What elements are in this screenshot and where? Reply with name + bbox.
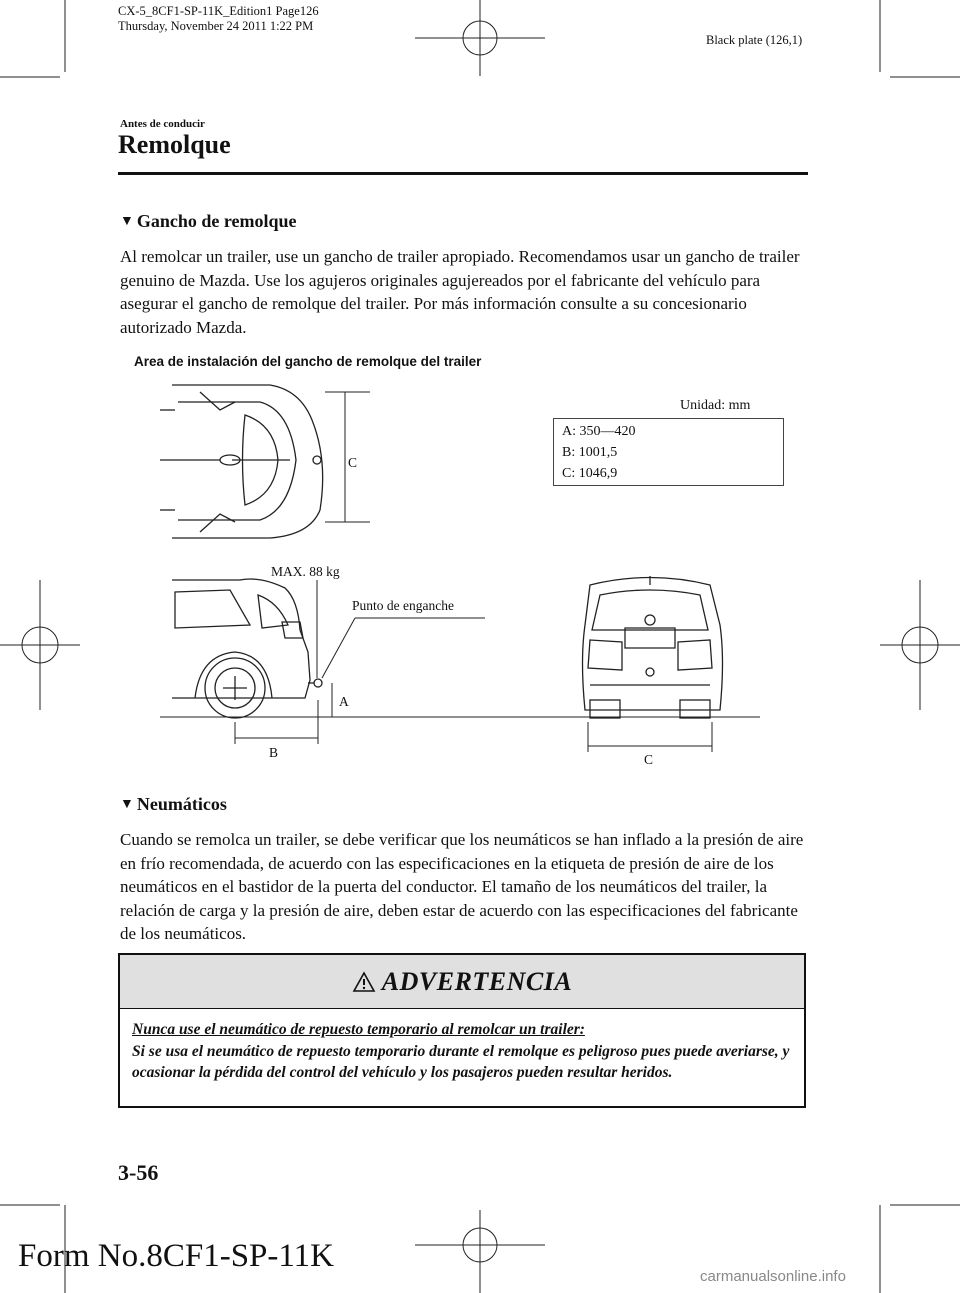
paragraph-tow-hitch: Al remolcar un trailer, use un gancho de trailer apropiado. Recomendamos usar un gancho de trailer genuino de Mazda. Use los agujeros originales agujereados por el fabricante del vehículo para asegurar el gancho de remolque del trailer. Por más información consulte a su concesionario autorizado Mazda. — [120, 247, 800, 337]
warning-text: Si se usa el neumático de repuesto temporario durante el remolque es peligroso pues puede averiarse, y ocasionar la pérdida del control del vehículo y los pasajeros pueden resultar heridos. — [132, 1042, 790, 1081]
label-top-c: C — [348, 455, 358, 470]
page-number: 3-56 — [118, 1160, 159, 1185]
rear-view-dimension — [588, 722, 712, 752]
print-header-date: Thursday, November 24 2011 1:22 PM — [118, 19, 314, 33]
paragraph-tires: Cuando se remolca un trailer, se debe verificar que los neumáticos se han inflado a la presión de aire en frío recomendada, de acuerdo con las especificaciones en la etiqueta de presión de aire de los neumáticos en el bastidor de la puerta del conductor. El tamaño de los neumáticos del trailer, la relación de carga y la presión de aire, deben estar de acuerdo con las especificaciones del fabricante de los neumáticos. — [120, 830, 804, 943]
label-a: A — [339, 694, 349, 709]
heading-tires-text: Neumáticos — [136, 794, 227, 814]
spec-box — [553, 418, 784, 486]
top-view-car — [160, 385, 323, 538]
spec-c: C: 1046,9 — [562, 466, 618, 481]
label-max-load: MAX. 88 kg — [271, 564, 340, 579]
section-title: Remolque — [118, 130, 231, 159]
heading-tow-hitch-text: Gancho de remolque — [136, 211, 297, 231]
figure-caption: Area de instalación del gancho de remolque del trailer — [134, 354, 482, 369]
form-number: Form No.8CF1-SP-11K — [18, 1238, 334, 1274]
title-rule — [118, 172, 808, 175]
print-header — [118, 4, 319, 34]
plate-label: Black plate (126,1) — [706, 33, 803, 47]
warning-body — [132, 1019, 794, 1084]
triangle-down-icon: ▼ — [120, 213, 134, 229]
side-view-car — [172, 579, 322, 718]
spec-b: B: 1001,5 — [562, 445, 618, 460]
warning-box — [118, 953, 806, 1108]
section-label: Antes de conducir — [120, 118, 205, 130]
rear-view-car — [583, 576, 723, 718]
warning-header — [120, 955, 804, 1009]
label-hitch-point: Punto de enganche — [352, 598, 454, 613]
warning-title: ADVERTENCIA — [381, 966, 573, 996]
watermark: carmanualsonline.info — [700, 1268, 846, 1285]
spec-unit-label: Unidad: mm — [680, 398, 751, 413]
warning-triangle-icon — [352, 971, 376, 993]
triangle-down-icon: ▼ — [120, 796, 134, 812]
heading-tires — [120, 794, 227, 815]
heading-tow-hitch — [120, 211, 297, 232]
label-b: B — [269, 745, 279, 760]
print-header-file: CX-5_8CF1-SP-11K_Edition1 Page126 — [118, 4, 319, 18]
warning-lead: Nunca use el neumático de repuesto temporario al remolcar un trailer: — [132, 1021, 585, 1038]
spec-a: A: 350—420 — [562, 424, 636, 439]
label-rear-c: C — [644, 752, 654, 767]
